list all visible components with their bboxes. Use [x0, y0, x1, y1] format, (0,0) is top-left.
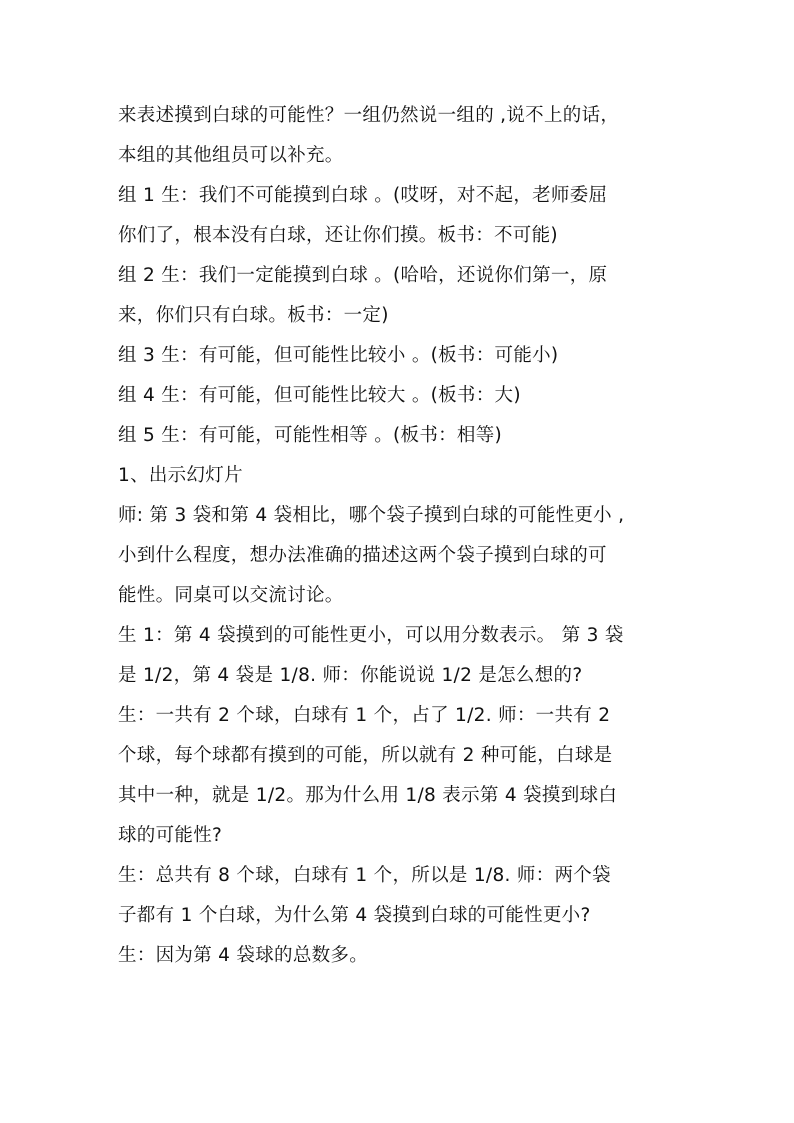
text-line: 其中一种，就是 1/2。那为什么用 1/8 表示第 4 袋摸到球白: [118, 785, 618, 806]
text-line: 生：总共有 8 个球，白球有 1 个，所以是 1/8. 师：两个袋: [118, 865, 611, 886]
text-line: 来表述摸到白球的可能性？一组仍然说一组的 ,说不上的话，: [118, 105, 620, 126]
text-line: 小到什么程度，想办法准确的描述这两个袋子摸到白球的可: [118, 545, 607, 566]
text-line: 生：一共有 2 个球，白球有 1 个，占了 1/2. 师：一共有 2: [118, 705, 611, 726]
text-line: 生 1：第 4 袋摸到的可能性更小，可以用分数表示。 第 3 袋: [118, 625, 624, 646]
text-line: 个球，每个球都有摸到的可能，所以就有 2 种可能，白球是: [118, 745, 613, 766]
text-line: 是 1/2，第 4 袋是 1/8. 师：你能说说 1/2 是怎么想的?: [118, 665, 583, 686]
text-line: 球的可能性?: [118, 825, 223, 846]
text-line: 生：因为第 4 袋球的总数多。: [118, 945, 369, 966]
text-line: 子都有 1 个白球，为什么第 4 袋摸到白球的可能性更小?: [118, 905, 591, 926]
text-line: 来，你们只有白球。板书：一定): [118, 305, 389, 326]
text-line: 组 4 生：有可能，但可能性比较大 。(板书：大): [118, 385, 521, 406]
text-line: 组 5 生：有可能，可能性相等 。(板书：相等): [118, 425, 503, 446]
text-line: 本组的其他组员可以补充。: [118, 145, 344, 166]
document-body: [118, 96, 684, 976]
text-line: 组 2 生：我们一定能摸到白球 。(哈哈，还说你们第一，原: [118, 265, 608, 286]
text-line: 能性。同桌可以交流讨论。: [118, 585, 344, 606]
text-line: 1、出示幻灯片: [118, 465, 243, 486]
text-line: 组 3 生：有可能，但可能性比较小 。(板书：可能小): [118, 345, 559, 366]
text-line: 师: 第 3 袋和第 4 袋相比，哪个袋子摸到白球的可能性更小 ,: [118, 505, 625, 526]
text-line: 组 1 生：我们不可能摸到白球 。(哎呀，对不起，老师委屈: [118, 185, 608, 206]
text-line: 你们了，根本没有白球，还让你们摸。板书：不可能): [118, 225, 558, 246]
